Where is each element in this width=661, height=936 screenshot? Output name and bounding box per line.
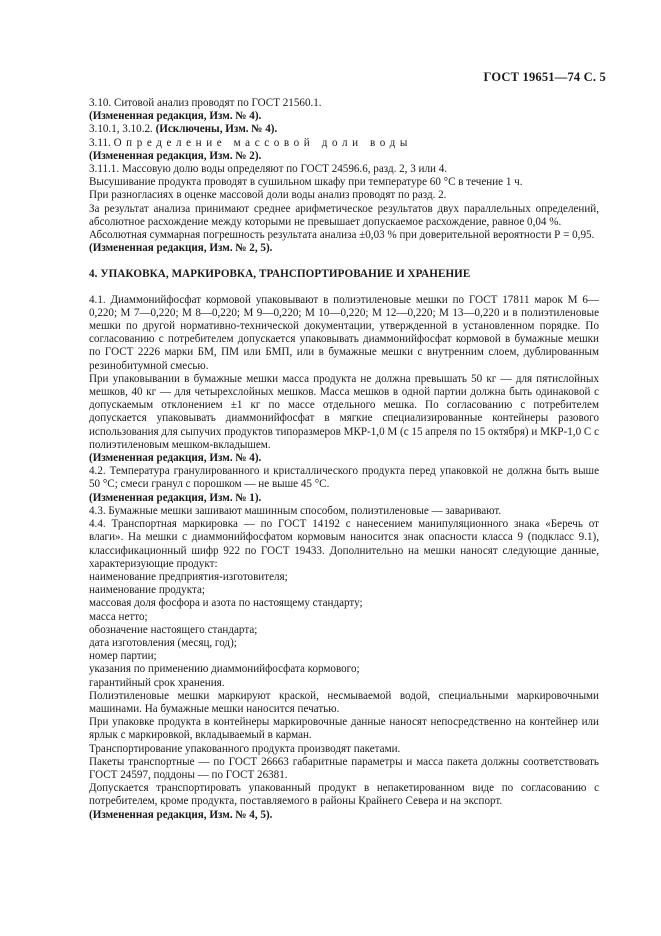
clause-3-11-1: 3.11.1. Массовую долю воды определяют по ГОСТ 24596.6, разд. 2, 3 или 4. — [89, 163, 448, 176]
clause-4-2: 4.2. Температура гранулированного и кристаллического продукта перед упаковкой не должна быть выше 50 °С; смеси гранул с порошком — не выше 45 °С. — [89, 465, 599, 491]
result-paragraph: За результат анализа принимают среднее арифметическое результатов двух параллельных определений, абсолютное расхождение между которыми не превышает допускаемое расхождение, равное 0,04 %. — [89, 202, 599, 228]
clause-4-4: 4.4. Транспортная маркировка — по ГОСТ 14192 с нанесением манипуляционного знака «Беречь от влаги». На мешки с диаммонийфосфатом кормовым наносится знак опасности класса 9 (подкласс 9.1), классификационный шифр 922 по ГОСТ 19433. Дополнительно на мешки наносят следующие данные, характеризующие продукт: — [89, 518, 599, 570]
clause-number: 3.10.1, 3.10.2. — [89, 123, 156, 136]
list-item: масса нетто; — [89, 610, 148, 623]
transport-paragraph: Транспортирование упакованного продукта производят пакетами. — [89, 742, 401, 755]
container-paragraph: При упаковке продукта в контейнеры маркировочные данные наносят непосредственно на контейнер или ярлык с маркировкой, вкладываемый в карман. — [89, 716, 599, 742]
clause-3-11-heading — [89, 137, 599, 150]
clause-4-3: 4.3. Бумажные мешки зашивают машинным способом, полиэтиленовые — заваривают. — [89, 504, 502, 517]
marking-paragraph: Полиэтиленовые мешки маркируют краской, несмываемой водой, специальными маркировочными машинами. На бумажные мешки наносится печатью. — [89, 689, 599, 715]
list-item: массовая доля фосфора и азота по настоящему стандарту; — [89, 597, 363, 610]
error-paragraph: Абсолютная суммарная погрешность результата анализа ±0,03 % при доверительной вероятности Р = 0,95. — [89, 229, 595, 242]
amendment-note: (Измененная редакция, Изм. № 1). — [89, 491, 262, 504]
list-item: дата изготовления (месяц, год); — [89, 636, 237, 649]
disagreement-paragraph: При разногласиях в оценке массовой доли воды анализ проводят по разд. 2. — [89, 189, 447, 202]
clause-title-spaced: Определение массовой доли воды — [113, 136, 412, 149]
clause-3-10-1-excluded — [89, 123, 599, 136]
list-item: наименование предприятия-изготовителя; — [89, 570, 288, 583]
amendment-note: (Измененная редакция, Изм. № 2, 5). — [89, 242, 273, 255]
document-body — [89, 97, 599, 822]
list-item: гарантийный срок хранения. — [89, 676, 225, 689]
packing-paragraph: При упаковывании в бумажные мешки масса продукта не должна превышать 50 кг — для пятислойных мешков, 40 кг — для четырехслойных мешков. Масса мешков в одной партии должна быть одинаковой с допускаемым отклонением ±1 кг по массе отдельного мешка. По согласованию с потребителем допускается упаковывать диаммонийфосфат в мягкие специализированные контейнеры разового использования для сыпучих продуктов типоразмеров МКР-1,0 М (с 15 апреля по 15 октября) и МКР-1,0 С с полиэтиленовым мешком-вкладышем. — [89, 372, 599, 451]
amendment-note: (Измененная редакция, Изм. № 4). — [89, 452, 262, 465]
excluded-note: (Исключены, Изм. № 4). — [155, 123, 278, 136]
running-header: ГОСТ 19651—74 С. 5 — [483, 70, 606, 84]
clause-3-10: 3.10. Ситовой анализ проводят по ГОСТ 21560.1. — [89, 97, 322, 109]
amendment-note: (Измененная редакция, Изм. № 2). — [89, 149, 262, 162]
amendment-note: (Измененная редакция, Изм. № 4). — [89, 110, 262, 123]
unpacketed-paragraph: Допускается транспортировать упакованный продукт в непакетированном виде по согласованию с потребителем, кроме продукта, поставляемого в районы Крайнего Севера и на экспорт. — [89, 782, 599, 808]
list-item: обозначение настоящего стандарта; — [89, 623, 258, 636]
clause-number: 3.11. — [89, 136, 114, 149]
drying-paragraph: Высушивание продукта проводят в сушильном шкафу при температуре 60 °С в течение 1 ч. — [89, 176, 523, 189]
list-item: указания по применению диаммонийфосфата кормового; — [89, 663, 360, 676]
amendment-note: (Измененная редакция, Изм. № 4, 5). — [89, 808, 273, 821]
clause-4-1: 4.1. Диаммонийфосфат кормовой упаковывают в полиэтиленовые мешки по ГОСТ 17811 марок М 6—0,220; М 7—0,220; М 8—0,220; М 9—0,220; М 10—0,220; М 12—0,220; М 13—0,220 и в полиэтиленовые мешки по другой нормативно-технической документации, утвержденной в установленном порядке. По согласованию с потребителем допускается упаковывать диаммонийфосфат кормовой в бумажные мешки по ГОСТ 2226 марки БМ, ПМ или БМП, или в бумажные мешки с внутренним слоем, дублированным резинобитумной смесью. — [89, 293, 599, 372]
list-item: номер партии; — [89, 650, 157, 663]
section-title: 4. УПАКОВКА, МАРКИРОВКА, ТРАНСПОРТИРОВАНИЕ И ХРАНЕНИЕ — [89, 268, 471, 281]
list-item: наименование продукта; — [89, 584, 205, 597]
packets-paragraph: Пакеты транспортные — по ГОСТ 26663 габаритные параметры и масса пакета должны соответствовать ГОСТ 24597, поддоны — по ГОСТ 26381. — [89, 755, 599, 781]
